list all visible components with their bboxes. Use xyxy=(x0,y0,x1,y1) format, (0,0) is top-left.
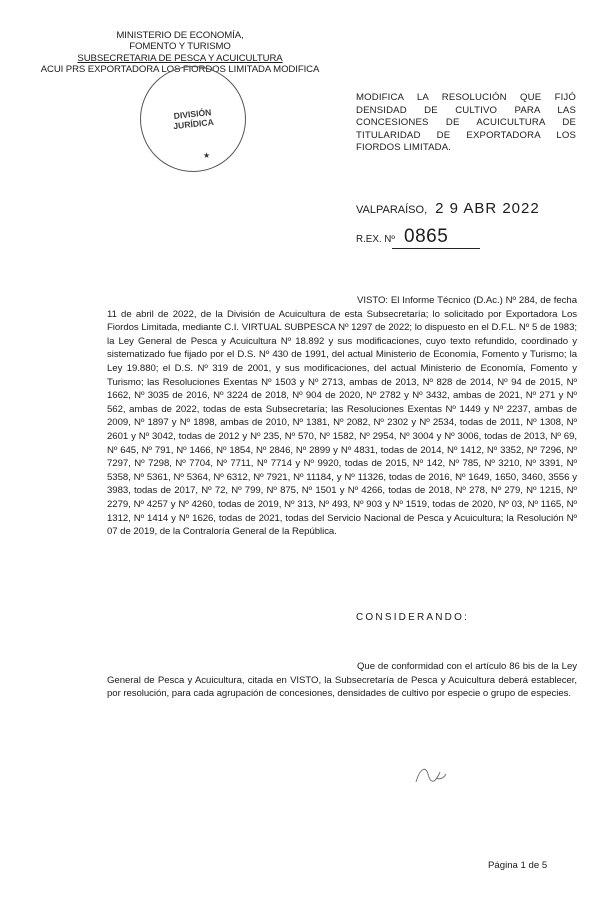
stamp-line-2: JURÍDICA xyxy=(172,116,215,132)
division-juridica-stamp xyxy=(140,66,246,172)
initials-mark xyxy=(410,760,450,790)
stamp-line-1: DIVISIÓN xyxy=(173,107,212,121)
ministry-subname: FOMENTO Y TURISMO xyxy=(129,41,231,53)
visto-paragraph: VISTO: El Informe Técnico (D.Ac.) Nº 284, de fecha 11 de abril de 2022, de la División de Acuicultura de esta Subsecretaría; lo solicitado por Exportadora Los Fiordos Limitada, mediante C.I. VIRTUAL SUBPESCA Nº 1297 de 2022; lo dispuesto en el D.F.L. Nº 5 de 1983; la Ley General de Pesca y Acuicultura Nº 18.892 y sus modificaciones, cuyo texto refundido, coordinado y sistematizado fue fijado por el D.S. Nº 430 de 1991, del actual Ministerio de Economía, Fomento y Turismo; la Ley 19.880; el D.S. Nº 319 de 2001, y sus modificaciones, del actual Ministerio de Economía, Fomento y Turismo; las Resoluciones Exentas Nº 1503 y Nº 2713, ambas de 2013, Nº 828 de 2014, Nº 94 de 2015, Nº 1662, Nº 3035 de 2016, Nº 3224 de 2018, Nº 904 de 2020, Nº 2782 y Nº 3432, ambas de 2021, Nº 271 y Nº 562, ambas de 2022, todas de esta Subsecretaría; las Resoluciones Exentas Nº 1449 y Nº 2237, ambas de 2009, Nº 1897 y Nº 1898, ambas de 2010, Nº 1381, Nº 2082, Nº 2302 y Nº 2534, todas de 2011, Nº 1308, Nº 2601 y Nº 3042, todas de 2012 y Nº 235, Nº 570, Nº 1582, Nº 2954, Nº 3004 y Nº 3006, todas de 2013, Nº 69, Nº 645, Nº 791, Nº 1466, Nº 1854, Nº 2846, Nº 2899 y Nº 4831, todas de 2014, Nº 1412, Nº 3352, Nº 7296, Nº 7297, Nº 7298, Nº 7704, Nº 7711, Nº 7714 y Nº 9920, todas de 2015, Nº 142, Nº 785, Nº 3210, Nº 3391, Nº 5358, Nº 5361, Nº 5364, Nº 6312, Nº 7921, Nº 11184, y Nº 11326, todas de 2016, Nº 1649, 1650, 3460, 3556 y 3983, todas de 2017, Nº 72, Nº 799, Nº 875, Nº 1501 y Nº 4266, todas de 2018, Nº 278, Nº 279, Nº 1215, Nº 2279, Nº 4257 y Nº 4260, todas de 2019, Nº 313, Nº 493, Nº 903 y Nº 1519, todas de 2020, Nº 03, Nº 1165, Nº 1312, Nº 1414 y Nº 1626, todas de 2021, todas del Servicio Nacional de Pesca y Acuicultura; la Resolución Nº 07 de 2019, de la Contraloría General de la República. xyxy=(107,295,577,538)
resolution-label: R.EX. Nº xyxy=(356,234,395,245)
resolution-subject: MODIFICA LA RESOLUCIÓN QUE FIJÓ DENSIDAD DE CULTIVO PARA LAS CONCESIONES DE ACUICULTURA DE TITULARIDAD DE EXPORTADORA LOS FIORDOS LIMITADA. xyxy=(356,92,576,154)
date-line xyxy=(356,200,540,217)
date-stamp: 2 9 ABR 2022 xyxy=(435,200,540,217)
page-number: Página 1 de 5 xyxy=(488,860,548,871)
considerando-paragraph: Que de conformidad con el artículo 86 bis de la Ley General de Pesca y Acuicultura, citada en VISTO, la Subsecretaría de Pesca y Acuicultura deberá establecer, por resolución, para cada agrupación de concesiones, densidades de cultivo por especie o grupo de especies. xyxy=(107,661,577,700)
date-place: VALPARAÍSO, xyxy=(356,204,428,216)
subsecretaria-name: SUBSECRETARIA DE PESCA Y ACUICULTURA xyxy=(77,52,283,64)
considerando-heading: CONSIDERANDO: xyxy=(356,612,470,623)
resolution-number-line xyxy=(356,226,449,247)
ministry-name: MINISTERIO DE ECONOMÍA, xyxy=(116,30,244,41)
number-underline xyxy=(392,248,480,249)
resolution-number: 0865 xyxy=(404,226,449,247)
stamp-star-icon: ★ xyxy=(203,151,211,160)
file-reference: ACUI PRS EXPORTADORA LOS FIORDOS LIMITADA MODIFICA xyxy=(40,63,320,75)
